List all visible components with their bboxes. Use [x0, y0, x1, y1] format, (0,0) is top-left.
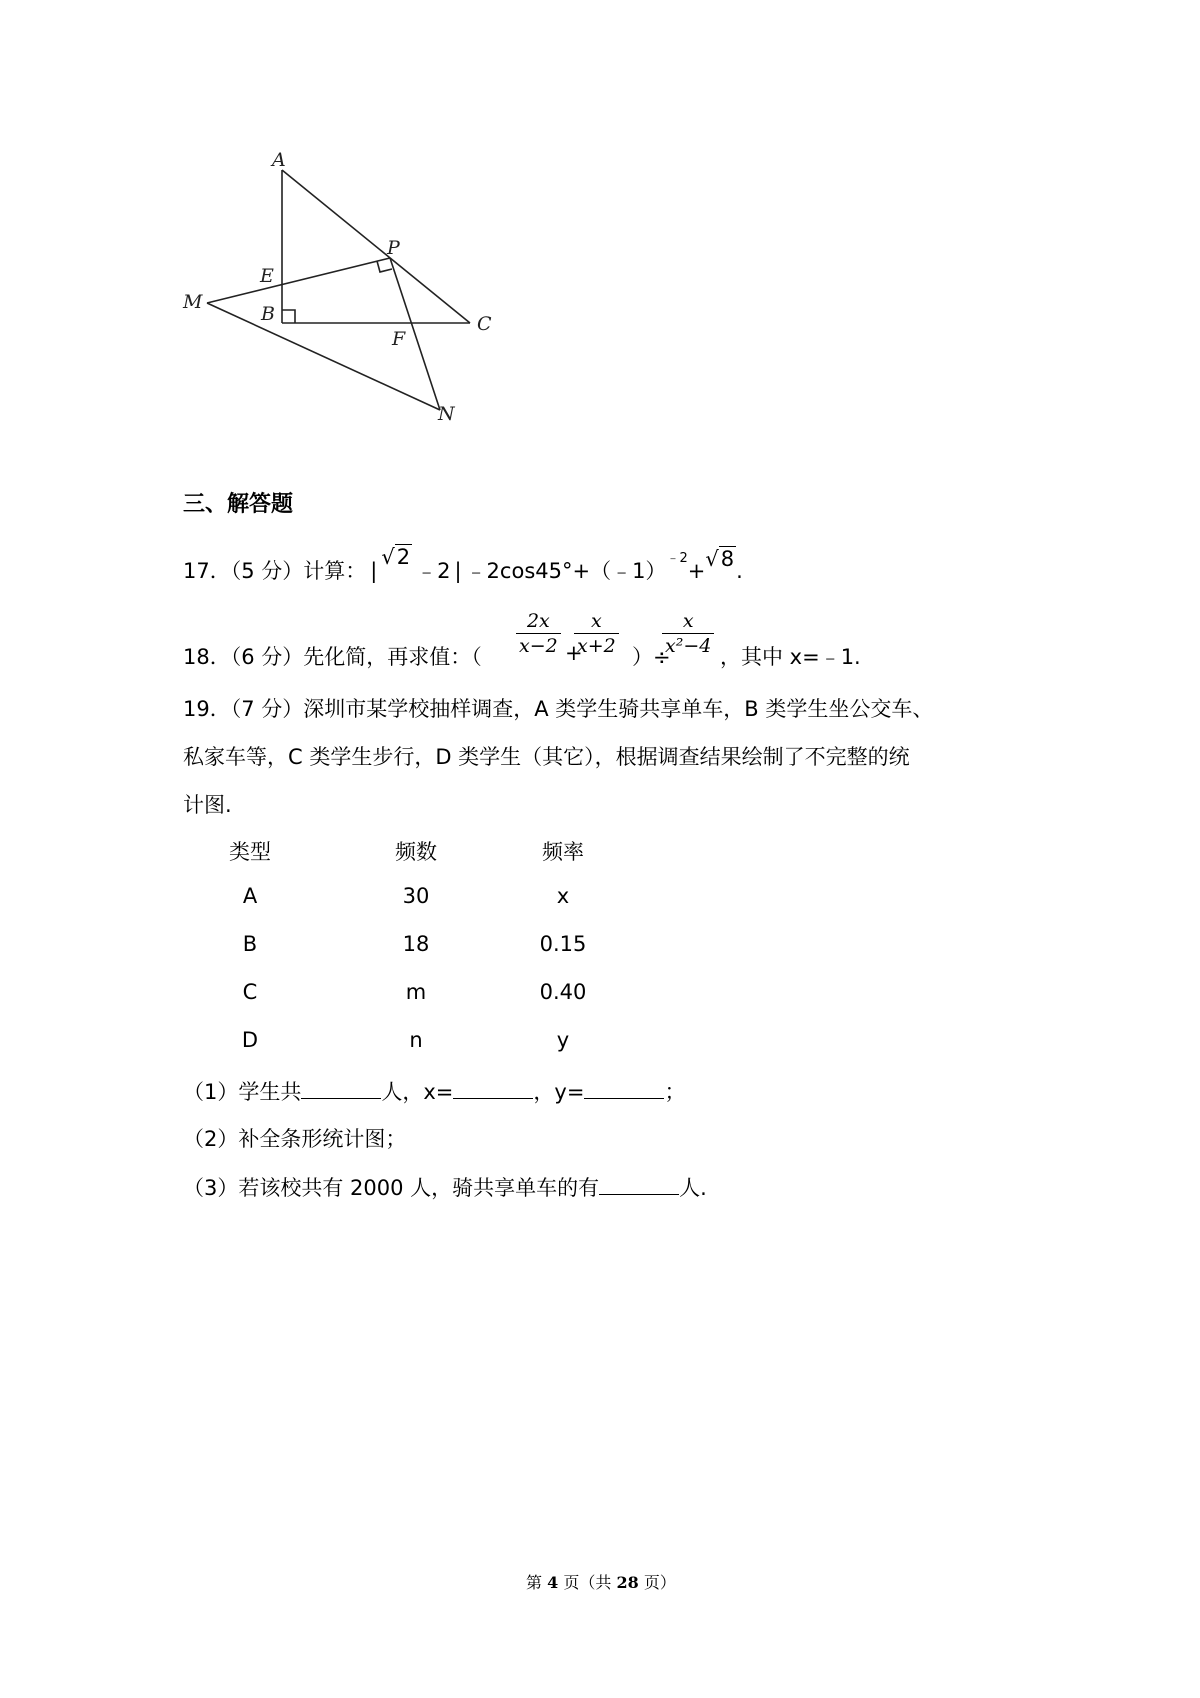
table-header-type: 类型: [229, 840, 271, 864]
label-c: C: [477, 313, 492, 335]
table-cell: A: [242, 884, 258, 908]
page-footer: [526, 1570, 676, 1593]
geometry-figure: [160, 130, 500, 430]
q17-abs-open: |: [370, 559, 378, 583]
table-cell: y: [556, 1028, 570, 1052]
q17-end: .: [736, 559, 743, 583]
q17-sqrt2-radicand: 2: [396, 545, 411, 569]
table-cell: C: [242, 980, 258, 1004]
label-m: M: [183, 291, 203, 313]
q17-after-sqrt2: ﹣2: [416, 559, 451, 583]
sub3-text-a: （3）若该校共有 2000 人，骑共享单车的有: [183, 1176, 600, 1200]
q17-middle: ﹣2cos45°+（﹣1）: [465, 559, 667, 583]
label-a: A: [272, 149, 286, 171]
q18-plus: +: [565, 641, 583, 665]
q18-fraction-1: [516, 609, 561, 658]
footer-post: 页）: [643, 1573, 676, 1592]
segment-mp: [207, 258, 390, 303]
q18-f2-denominator: x+2: [574, 633, 619, 658]
q17-sqrt8-radicand: 8: [720, 547, 735, 571]
q17-sqrt2: √2: [381, 545, 411, 569]
label-b: B: [261, 303, 275, 325]
table-cell: 0.40: [539, 980, 587, 1004]
answer-blank-bike-riders[interactable]: [599, 1172, 679, 1195]
footer-mid: 页（共: [563, 1573, 612, 1592]
q18-prefix: 18．（6 分）先化简，再求值：（: [183, 645, 482, 669]
q18-suffix: ，其中 x=﹣1.: [720, 645, 861, 669]
section-title: 三、解答题: [183, 492, 294, 517]
footer-pre: 第: [526, 1573, 543, 1592]
q19-line-1: 19．（7 分）深圳市某学校抽样调查，A 类学生骑共享单车，B 类学生坐公交车、: [183, 697, 934, 721]
q18-f3-denominator: x²−4: [662, 633, 714, 658]
q18-fraction-3: [662, 609, 714, 658]
q17-prefix: 17．（5 分）计算：: [183, 559, 367, 583]
question-18: [183, 642, 482, 672]
q19-line-3: 计图.: [183, 793, 232, 817]
table-cell: n: [409, 1028, 423, 1052]
q18-close-divide: ）÷: [632, 645, 671, 669]
sub1-text-d: ；: [664, 1080, 686, 1104]
q19-sub-1: [183, 1076, 685, 1107]
sub3-text-b: 人.: [679, 1176, 707, 1200]
question-17: [183, 545, 743, 586]
footer-page-number: 4: [547, 1573, 559, 1592]
answer-blank-x[interactable]: [453, 1076, 533, 1099]
right-angle-mark-p: [377, 261, 392, 272]
table-cell: m: [405, 980, 427, 1004]
sub1-text-b: 人，x=: [381, 1080, 454, 1104]
table-cell: 0.15: [539, 932, 587, 956]
answer-blank-total[interactable]: [301, 1076, 381, 1099]
segment-ac: [282, 170, 470, 323]
label-n: N: [438, 403, 455, 425]
table-cell: 18: [402, 932, 430, 956]
q19-line-2: 私家车等，C 类学生步行，D 类学生（其它），根据调查结果绘制了不完整的统: [183, 745, 910, 769]
label-e: E: [260, 265, 274, 287]
footer-total-pages: 28: [616, 1573, 639, 1592]
answer-blank-y[interactable]: [584, 1076, 664, 1099]
table-cell: B: [242, 932, 258, 956]
q17-plus: +: [687, 559, 706, 583]
q19-sub-3: [183, 1172, 707, 1203]
q17-sqrt8: √8: [705, 547, 735, 571]
q18-f1-numerator: 2x: [526, 610, 550, 632]
label-f: F: [392, 328, 406, 350]
segment-mn: [207, 303, 440, 410]
q17-exponent: ﹣2: [666, 551, 688, 566]
q18-f2-numerator: x: [591, 610, 602, 632]
q18-f3-numerator: x: [682, 610, 694, 632]
sub1-text-c: ，y=: [533, 1080, 585, 1104]
right-angle-mark-b: [282, 310, 295, 323]
sub1-text-a: （1）学生共: [183, 1080, 302, 1104]
table-cell: 30: [402, 884, 430, 908]
table-header-rate: 频率: [542, 840, 584, 864]
table-header-count: 频数: [395, 840, 437, 864]
q19-sub-2: （2）补全条形统计图；: [183, 1127, 407, 1151]
q18-f1-denominator: x−2: [516, 633, 561, 658]
label-p: P: [387, 237, 400, 259]
table-cell: x: [556, 884, 570, 908]
q18-fraction-2: [574, 609, 619, 658]
table-cell: D: [241, 1028, 259, 1052]
q17-abs-close: |: [454, 559, 462, 583]
